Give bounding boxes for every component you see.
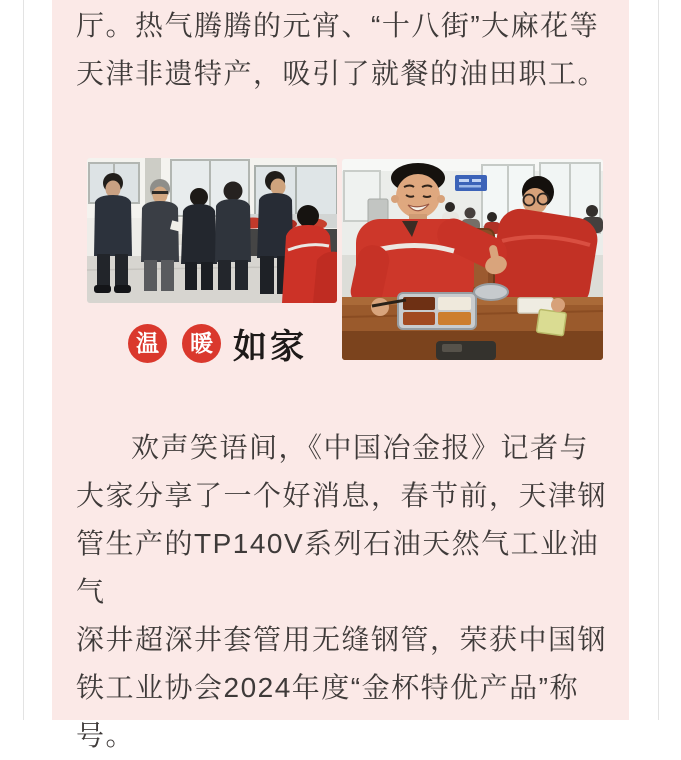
text-line: 厅。热气腾腾的元宵、“十八街”大麻花等 (76, 10, 600, 41)
text-line: 大家分享了一个好消息，春节前，天津钢 (76, 480, 608, 511)
text-line: 深井超深井套管用无缝钢管，荣获中国钢 (76, 624, 608, 655)
dining-thumbs-up-scene (342, 159, 603, 360)
caption-badge-nuan: 暖 (182, 324, 221, 363)
text-line: 欢声笑语间，《中国冶金报》记者与 (131, 432, 590, 463)
caption-badge-wen: 温 (128, 324, 167, 363)
paragraph-2 (76, 424, 610, 760)
metal-bowl (474, 284, 508, 300)
text-line: 号。 (76, 720, 136, 751)
photo-dining-thumbs-up[interactable] (342, 159, 603, 360)
canteen-serving-line-scene (87, 158, 337, 303)
caption-text: 如家 (233, 328, 307, 366)
photo-caption (128, 319, 307, 368)
page-left-border (23, 0, 24, 720)
text-line: 铁工业协会2024年度“金杯特优产品”称 (76, 672, 579, 703)
text-line: 天津非遗特产，吸引了就餐的油田职工。 (76, 58, 608, 89)
meal-tray (398, 293, 476, 329)
article-content (52, 0, 629, 751)
text-line: 管生产的TP140V系列石油天然气工业油气 (76, 528, 600, 607)
photo-canteen-serving-line[interactable] (87, 158, 337, 303)
paragraph-1 (76, 2, 610, 98)
right-diner-hand (551, 298, 565, 312)
page-right-border (658, 0, 659, 720)
blue-wall-sign (455, 175, 487, 191)
table-sign-card (536, 309, 566, 336)
